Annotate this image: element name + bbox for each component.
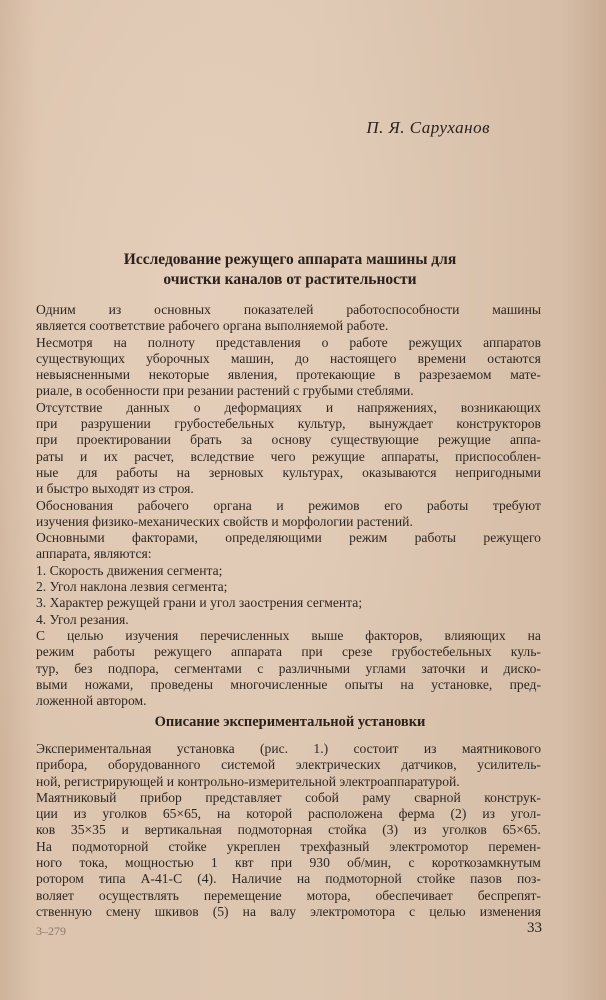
text-line: раты и их расчет, вследствие чего режущие аппараты, приспособлен- bbox=[36, 448, 541, 464]
article-title-line: очистки каналов от растительности bbox=[163, 271, 417, 288]
author-name: П. Я. Саруханов bbox=[366, 118, 490, 137]
text-line: ственную смену шкивов (5) на валу электромотора с целью изменения bbox=[36, 903, 541, 919]
text-line: Одним из основных показателей работоспособности машины bbox=[36, 302, 541, 317]
text-line: Несмотря на полноту представления о работе режущих аппаратов bbox=[36, 334, 541, 350]
section-heading: Описание экспериментальной установки bbox=[154, 714, 426, 730]
text-line: аппарата, являются: bbox=[36, 546, 152, 562]
text-line: ротором типа А-41-С (4). Наличие на подмоторной стойке пазов поз- bbox=[36, 871, 541, 887]
page-number: 33 bbox=[527, 920, 542, 936]
text-line: Основными факторами, определяющими режим работы режущего bbox=[36, 530, 541, 546]
text-line: ции из уголков 65×65, на которой расположена ферма (2) из угол- bbox=[36, 806, 541, 822]
text-line: ные для работы на зерновых культурах, оказываются непригодными bbox=[36, 464, 541, 480]
text-line: является соответствие рабочего органа выполняемой работе. bbox=[36, 318, 389, 334]
text-line: при проектировании брать за основу существующие режущие аппа- bbox=[36, 432, 541, 448]
text-line: воляет осуществлять перемещение мотора, обеспечивает беспрепят- bbox=[36, 887, 541, 903]
text-line: ной, регистрирующей и контрольно-измерительной электроаппаратурой. bbox=[36, 773, 460, 789]
list-item: 4. Угол резания. bbox=[36, 611, 129, 627]
text-line: при разрушении грубостебельных культур, вынуждает конструкторов bbox=[36, 416, 541, 432]
list-item: 1. Скорость движения сегмента; bbox=[36, 562, 223, 578]
text-line: риале, в особенности при резании растений с грубыми стеблями. bbox=[36, 383, 414, 399]
footer-signature-code: 3–279 bbox=[36, 924, 66, 938]
text-line: ложенной автором. bbox=[36, 693, 147, 709]
text-line: Экспериментальная установка (рис. 1.) состоит из маятникового bbox=[36, 741, 541, 756]
section-body bbox=[36, 741, 541, 920]
text-line: На подмоторной стойке укреплен трехфазный электромотор перемен- bbox=[36, 838, 541, 854]
list-item: 3. Характер режущей грани и угол заострения сегмента; bbox=[36, 595, 363, 611]
article-title-line: Исследование режущего аппарата машины для bbox=[123, 251, 457, 268]
text-line: режим работы режущего аппарата при срезе грубостебельных куль- bbox=[36, 644, 541, 660]
text-line: ного тока, мощностью 1 квт при 930 об/мин, с короткозамкнутым bbox=[36, 855, 541, 871]
list-item: 2. Угол наклона лезвия сегмента; bbox=[36, 579, 228, 595]
text-line: изучения физико-механических свойств и морфологии растений. bbox=[36, 513, 413, 529]
text-line: Отсутствие данных о деформациях и напряжениях, возникающих bbox=[36, 399, 541, 415]
text-line: прибора, оборудованного системой электрических датчиков, усилитель- bbox=[36, 757, 541, 773]
text-line: тур, без подпора, сегментами с различными углами заточки и диско- bbox=[36, 660, 541, 676]
text-line: выми ножами, проведены многочисленные опыты на установке, пред- bbox=[36, 676, 541, 692]
text-line: ков 35×35 и вертикальная подмоторная стойка (3) из уголков 65×65. bbox=[36, 822, 541, 838]
text-line: Обоснования рабочего органа и режимов его работы требуют bbox=[36, 497, 541, 513]
text-line: Маятниковый прибор представляет собой раму сварной конструк- bbox=[36, 789, 541, 805]
text-line: С целью изучения перечисленных выше факторов, влияющих на bbox=[36, 627, 541, 643]
text-line: и быстро выходят из строя. bbox=[36, 481, 194, 497]
text-line: существующих уборочных машин, до настоящего времени остаются bbox=[36, 350, 541, 366]
text-line: невыясненными некоторые явления, протекающие в разрезаемом мате- bbox=[36, 367, 541, 383]
article-body bbox=[36, 302, 541, 709]
article-title bbox=[40, 250, 540, 290]
